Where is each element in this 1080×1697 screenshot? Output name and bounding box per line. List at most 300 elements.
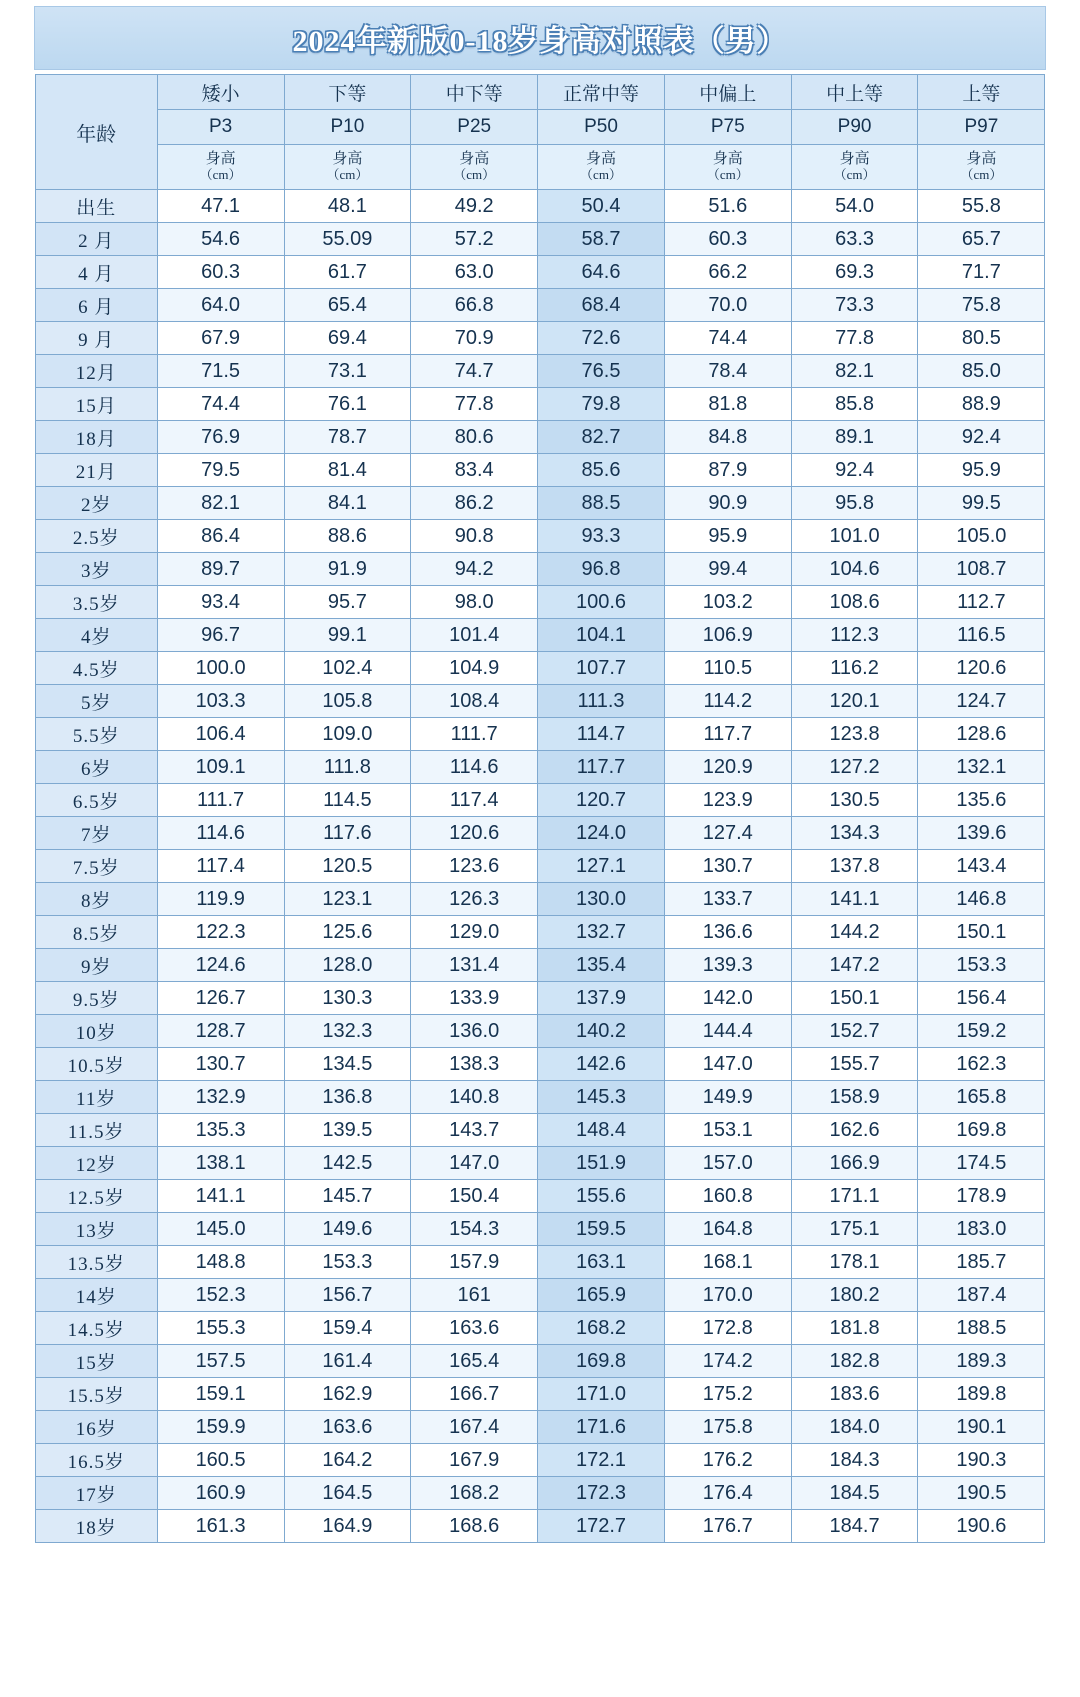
cell-P10: 164.5	[284, 1477, 411, 1510]
table-row	[35, 652, 1045, 685]
cell-P75: 51.6	[664, 190, 791, 223]
cell-P90: 63.3	[791, 223, 918, 256]
cell-P25: 163.6	[411, 1312, 538, 1345]
cell-P75: 120.9	[664, 751, 791, 784]
row-age-label: 8岁	[35, 883, 157, 916]
table-row	[35, 916, 1045, 949]
cell-P90: 175.1	[791, 1213, 918, 1246]
cell-P25: 167.9	[411, 1444, 538, 1477]
cell-P50: 171.0	[538, 1378, 665, 1411]
cell-P50: 64.6	[538, 256, 665, 289]
cell-P50: 140.2	[538, 1015, 665, 1048]
cell-P50: 155.6	[538, 1180, 665, 1213]
cell-P50: 137.9	[538, 982, 665, 1015]
cell-P3: 160.5	[157, 1444, 284, 1477]
cell-P97: 92.4	[918, 421, 1045, 454]
cell-P50: 85.6	[538, 454, 665, 487]
cell-P10: 132.3	[284, 1015, 411, 1048]
row-age-label: 4 月	[35, 256, 157, 289]
table-row	[35, 289, 1045, 322]
cell-P90: 162.6	[791, 1114, 918, 1147]
cell-P25: 70.9	[411, 322, 538, 355]
cell-P50: 172.1	[538, 1444, 665, 1477]
cell-P3: 148.8	[157, 1246, 284, 1279]
cell-P3: 111.7	[157, 784, 284, 817]
cell-P90: 183.6	[791, 1378, 918, 1411]
cell-P3: 64.0	[157, 289, 284, 322]
cell-P50: 58.7	[538, 223, 665, 256]
cell-P25: 98.0	[411, 586, 538, 619]
cell-P50: 165.9	[538, 1279, 665, 1312]
table-row	[35, 256, 1045, 289]
header-unit-0	[157, 145, 284, 190]
cell-P25: 157.9	[411, 1246, 538, 1279]
cell-P90: 155.7	[791, 1048, 918, 1081]
cell-P50: 96.8	[538, 553, 665, 586]
row-age-label: 10.5岁	[35, 1048, 157, 1081]
cell-P90: 150.1	[791, 982, 918, 1015]
table-row	[35, 553, 1045, 586]
cell-P50: 107.7	[538, 652, 665, 685]
cell-P97: 188.5	[918, 1312, 1045, 1345]
cell-P50: 135.4	[538, 949, 665, 982]
cell-P10: 162.9	[284, 1378, 411, 1411]
cell-P50: 82.7	[538, 421, 665, 454]
cell-P3: 93.4	[157, 586, 284, 619]
cell-P50: 151.9	[538, 1147, 665, 1180]
cell-P75: 176.4	[664, 1477, 791, 1510]
row-age-label: 9岁	[35, 949, 157, 982]
header-unit-4	[664, 145, 791, 190]
cell-P97: 71.7	[918, 256, 1045, 289]
header-unit-text-4: （cm）	[706, 167, 749, 183]
cell-P25: 57.2	[411, 223, 538, 256]
cell-P25: 166.7	[411, 1378, 538, 1411]
cell-P25: 123.6	[411, 850, 538, 883]
cell-P10: 139.5	[284, 1114, 411, 1147]
cell-P10: 78.7	[284, 421, 411, 454]
table-row	[35, 520, 1045, 553]
cell-P10: 109.0	[284, 718, 411, 751]
table-row	[35, 850, 1045, 883]
table-row	[35, 817, 1045, 850]
cell-P90: 137.8	[791, 850, 918, 883]
cell-P75: 136.6	[664, 916, 791, 949]
cell-P75: 144.4	[664, 1015, 791, 1048]
cell-P90: 127.2	[791, 751, 918, 784]
cell-P25: 161	[411, 1279, 538, 1312]
cell-P50: 68.4	[538, 289, 665, 322]
cell-P97: 162.3	[918, 1048, 1045, 1081]
cell-P10: 136.8	[284, 1081, 411, 1114]
cell-P25: 136.0	[411, 1015, 538, 1048]
cell-P75: 153.1	[664, 1114, 791, 1147]
table-row	[35, 1477, 1045, 1510]
row-age-label: 3岁	[35, 553, 157, 586]
row-age-label: 21月	[35, 454, 157, 487]
cell-P90: 69.3	[791, 256, 918, 289]
header-group-0: 矮小	[157, 75, 284, 110]
table-row	[35, 1510, 1045, 1543]
cell-P75: 78.4	[664, 355, 791, 388]
header-metric-2: 身高	[459, 150, 490, 167]
cell-P3: 124.6	[157, 949, 284, 982]
cell-P50: 72.6	[538, 322, 665, 355]
cell-P50: 100.6	[538, 586, 665, 619]
table-row	[35, 1213, 1045, 1246]
cell-P3: 122.3	[157, 916, 284, 949]
cell-P97: 189.3	[918, 1345, 1045, 1378]
table-row	[35, 355, 1045, 388]
cell-P3: 159.9	[157, 1411, 284, 1444]
cell-P90: 112.3	[791, 619, 918, 652]
header-metric-3: 身高	[585, 150, 616, 167]
cell-P97: 132.1	[918, 751, 1045, 784]
cell-P75: 74.4	[664, 322, 791, 355]
cell-P10: 164.2	[284, 1444, 411, 1477]
cell-P3: 132.9	[157, 1081, 284, 1114]
cell-P25: 150.4	[411, 1180, 538, 1213]
cell-P75: 175.8	[664, 1411, 791, 1444]
row-age-label: 11.5岁	[35, 1114, 157, 1147]
cell-P25: 111.7	[411, 718, 538, 751]
table-row	[35, 1345, 1045, 1378]
table-row	[35, 421, 1045, 454]
cell-P50: 50.4	[538, 190, 665, 223]
cell-P90: 184.3	[791, 1444, 918, 1477]
cell-P10: 125.6	[284, 916, 411, 949]
cell-P97: 189.8	[918, 1378, 1045, 1411]
table-row	[35, 718, 1045, 751]
cell-P97: 183.0	[918, 1213, 1045, 1246]
cell-P3: 157.5	[157, 1345, 284, 1378]
cell-P90: 158.9	[791, 1081, 918, 1114]
cell-P3: 155.3	[157, 1312, 284, 1345]
cell-P97: 85.0	[918, 355, 1045, 388]
cell-P90: 184.7	[791, 1510, 918, 1543]
cell-P3: 126.7	[157, 982, 284, 1015]
cell-P90: 116.2	[791, 652, 918, 685]
cell-P75: 147.0	[664, 1048, 791, 1081]
cell-P90: 152.7	[791, 1015, 918, 1048]
header-unit-text-0: （cm）	[199, 167, 242, 183]
table-row	[35, 751, 1045, 784]
header-unit-text-5: （cm）	[833, 167, 876, 183]
cell-P90: 180.2	[791, 1279, 918, 1312]
row-age-label: 12岁	[35, 1147, 157, 1180]
table-row	[35, 223, 1045, 256]
cell-P75: 175.2	[664, 1378, 791, 1411]
cell-P3: 114.6	[157, 817, 284, 850]
header-unit-6	[918, 145, 1045, 190]
header-metric-0: 身高	[205, 150, 236, 167]
cell-P75: 99.4	[664, 553, 791, 586]
cell-P90: 182.8	[791, 1345, 918, 1378]
cell-P3: 106.4	[157, 718, 284, 751]
table-row	[35, 1378, 1045, 1411]
cell-P90: 54.0	[791, 190, 918, 223]
cell-P10: 105.8	[284, 685, 411, 718]
cell-P50: 76.5	[538, 355, 665, 388]
row-age-label: 16岁	[35, 1411, 157, 1444]
cell-P75: 110.5	[664, 652, 791, 685]
cell-P10: 163.6	[284, 1411, 411, 1444]
cell-P25: 108.4	[411, 685, 538, 718]
cell-P25: 49.2	[411, 190, 538, 223]
cell-P25: 74.7	[411, 355, 538, 388]
cell-P90: 95.8	[791, 487, 918, 520]
cell-P10: 153.3	[284, 1246, 411, 1279]
row-age-label: 2 月	[35, 223, 157, 256]
table-row	[35, 1180, 1045, 1213]
cell-P25: 133.9	[411, 982, 538, 1015]
cell-P25: 126.3	[411, 883, 538, 916]
cell-P25: 165.4	[411, 1345, 538, 1378]
cell-P25: 140.8	[411, 1081, 538, 1114]
cell-P10: 164.9	[284, 1510, 411, 1543]
cell-P97: 156.4	[918, 982, 1045, 1015]
header-unit-text-3: （cm）	[580, 167, 622, 183]
chart-title-bar	[34, 6, 1046, 70]
cell-P97: 190.1	[918, 1411, 1045, 1444]
row-age-label: 9.5岁	[35, 982, 157, 1015]
header-unit-text-6: （cm）	[960, 167, 1003, 183]
cell-P3: 130.7	[157, 1048, 284, 1081]
cell-P25: 63.0	[411, 256, 538, 289]
cell-P3: 60.3	[157, 256, 284, 289]
row-age-label: 出生	[35, 190, 157, 223]
cell-P75: 60.3	[664, 223, 791, 256]
row-age-label: 7岁	[35, 817, 157, 850]
table-row	[35, 190, 1045, 223]
cell-P90: 85.8	[791, 388, 918, 421]
table-row	[35, 388, 1045, 421]
cell-P90: 141.1	[791, 883, 918, 916]
cell-P10: 88.6	[284, 520, 411, 553]
cell-P50: 172.3	[538, 1477, 665, 1510]
cell-P90: 184.0	[791, 1411, 918, 1444]
cell-P3: 86.4	[157, 520, 284, 553]
table-row	[35, 322, 1045, 355]
cell-P75: 103.2	[664, 586, 791, 619]
header-group-3: 正常中等	[538, 75, 665, 110]
row-age-label: 6 月	[35, 289, 157, 322]
cell-P50: 148.4	[538, 1114, 665, 1147]
cell-P97: 124.7	[918, 685, 1045, 718]
cell-P25: 90.8	[411, 520, 538, 553]
cell-P97: 169.8	[918, 1114, 1045, 1147]
cell-P25: 147.0	[411, 1147, 538, 1180]
cell-P3: 138.1	[157, 1147, 284, 1180]
table-row	[35, 982, 1045, 1015]
cell-P90: 89.1	[791, 421, 918, 454]
cell-P10: 84.1	[284, 487, 411, 520]
cell-P75: 170.0	[664, 1279, 791, 1312]
table-row	[35, 1015, 1045, 1048]
cell-P90: 134.3	[791, 817, 918, 850]
header-unit-2	[411, 145, 538, 190]
cell-P90: 144.2	[791, 916, 918, 949]
cell-P3: 145.0	[157, 1213, 284, 1246]
cell-P3: 119.9	[157, 883, 284, 916]
cell-P10: 65.4	[284, 289, 411, 322]
page-title: 2024年新版0-18岁身高对照表（男）	[292, 25, 788, 58]
cell-P97: 55.8	[918, 190, 1045, 223]
row-age-label: 11岁	[35, 1081, 157, 1114]
cell-P97: 80.5	[918, 322, 1045, 355]
table-row	[35, 1279, 1045, 1312]
cell-P75: 142.0	[664, 982, 791, 1015]
cell-P50: 117.7	[538, 751, 665, 784]
cell-P50: 142.6	[538, 1048, 665, 1081]
header-row-groups	[35, 75, 1045, 110]
table-row	[35, 1147, 1045, 1180]
cell-P25: 143.7	[411, 1114, 538, 1147]
row-age-label: 9 月	[35, 322, 157, 355]
cell-P97: 139.6	[918, 817, 1045, 850]
cell-P10: 159.4	[284, 1312, 411, 1345]
cell-P97: 112.7	[918, 586, 1045, 619]
cell-P90: 104.6	[791, 553, 918, 586]
cell-P25: 104.9	[411, 652, 538, 685]
cell-P75: 157.0	[664, 1147, 791, 1180]
header-percentile-0: P3	[157, 110, 284, 145]
cell-P75: 66.2	[664, 256, 791, 289]
row-age-label: 6.5岁	[35, 784, 157, 817]
cell-P97: 143.4	[918, 850, 1045, 883]
cell-P97: 108.7	[918, 553, 1045, 586]
height-reference-table	[35, 74, 1046, 1543]
header-unit-3	[538, 145, 665, 190]
cell-P10: 76.1	[284, 388, 411, 421]
cell-P97: 190.3	[918, 1444, 1045, 1477]
header-row-units	[35, 145, 1045, 190]
cell-P25: 86.2	[411, 487, 538, 520]
cell-P3: 67.9	[157, 322, 284, 355]
cell-P97: 128.6	[918, 718, 1045, 751]
cell-P10: 61.7	[284, 256, 411, 289]
cell-P50: 124.0	[538, 817, 665, 850]
cell-P50: 111.3	[538, 685, 665, 718]
cell-P97: 120.6	[918, 652, 1045, 685]
cell-P3: 103.3	[157, 685, 284, 718]
cell-P3: 135.3	[157, 1114, 284, 1147]
cell-P3: 82.1	[157, 487, 284, 520]
cell-P75: 95.9	[664, 520, 791, 553]
cell-P10: 120.5	[284, 850, 411, 883]
cell-P25: 129.0	[411, 916, 538, 949]
header-age-label: 年龄	[35, 75, 157, 190]
table-row	[35, 487, 1045, 520]
cell-P75: 90.9	[664, 487, 791, 520]
cell-P25: 131.4	[411, 949, 538, 982]
header-percentile-3: P50	[538, 110, 665, 145]
cell-P97: 105.0	[918, 520, 1045, 553]
cell-P25: 101.4	[411, 619, 538, 652]
header-percentile-5: P90	[791, 110, 918, 145]
cell-P97: 116.5	[918, 619, 1045, 652]
header-group-6: 上等	[918, 75, 1045, 110]
row-age-label: 4.5岁	[35, 652, 157, 685]
row-age-label: 7.5岁	[35, 850, 157, 883]
cell-P97: 185.7	[918, 1246, 1045, 1279]
cell-P10: 69.4	[284, 322, 411, 355]
cell-P97: 174.5	[918, 1147, 1045, 1180]
cell-P3: 76.9	[157, 421, 284, 454]
row-age-label: 8.5岁	[35, 916, 157, 949]
header-row-percentiles	[35, 110, 1045, 145]
row-age-label: 14岁	[35, 1279, 157, 1312]
cell-P10: 55.09	[284, 223, 411, 256]
cell-P97: 146.8	[918, 883, 1045, 916]
cell-P3: 71.5	[157, 355, 284, 388]
header-group-5: 中上等	[791, 75, 918, 110]
cell-P75: 87.9	[664, 454, 791, 487]
cell-P90: 82.1	[791, 355, 918, 388]
cell-P50: 132.7	[538, 916, 665, 949]
cell-P97: 95.9	[918, 454, 1045, 487]
cell-P10: 128.0	[284, 949, 411, 982]
cell-P25: 94.2	[411, 553, 538, 586]
table-row	[35, 949, 1045, 982]
cell-P50: 130.0	[538, 883, 665, 916]
row-age-label: 3.5岁	[35, 586, 157, 619]
cell-P90: 92.4	[791, 454, 918, 487]
cell-P25: 167.4	[411, 1411, 538, 1444]
cell-P25: 77.8	[411, 388, 538, 421]
cell-P50: 127.1	[538, 850, 665, 883]
row-age-label: 12月	[35, 355, 157, 388]
row-age-label: 5.5岁	[35, 718, 157, 751]
cell-P10: 130.3	[284, 982, 411, 1015]
cell-P75: 149.9	[664, 1081, 791, 1114]
header-group-1: 下等	[284, 75, 411, 110]
cell-P10: 149.6	[284, 1213, 411, 1246]
cell-P10: 81.4	[284, 454, 411, 487]
cell-P3: 47.1	[157, 190, 284, 223]
cell-P97: 178.9	[918, 1180, 1045, 1213]
cell-P3: 96.7	[157, 619, 284, 652]
cell-P3: 100.0	[157, 652, 284, 685]
header-unit-5	[791, 145, 918, 190]
cell-P50: 93.3	[538, 520, 665, 553]
table-row	[35, 1312, 1045, 1345]
cell-P75: 160.8	[664, 1180, 791, 1213]
table-row	[35, 1048, 1045, 1081]
cell-P97: 135.6	[918, 784, 1045, 817]
header-unit-text-1: （cm）	[326, 167, 369, 183]
row-age-label: 16.5岁	[35, 1444, 157, 1477]
row-age-label: 15月	[35, 388, 157, 421]
cell-P75: 106.9	[664, 619, 791, 652]
cell-P25: 120.6	[411, 817, 538, 850]
cell-P3: 89.7	[157, 553, 284, 586]
row-age-label: 5岁	[35, 685, 157, 718]
cell-P75: 123.9	[664, 784, 791, 817]
cell-P10: 117.6	[284, 817, 411, 850]
cell-P10: 134.5	[284, 1048, 411, 1081]
cell-P97: 75.8	[918, 289, 1045, 322]
cell-P90: 120.1	[791, 685, 918, 718]
cell-P3: 159.1	[157, 1378, 284, 1411]
cell-P97: 99.5	[918, 487, 1045, 520]
cell-P97: 65.7	[918, 223, 1045, 256]
cell-P97: 153.3	[918, 949, 1045, 982]
cell-P50: 120.7	[538, 784, 665, 817]
cell-P75: 81.8	[664, 388, 791, 421]
cell-P75: 127.4	[664, 817, 791, 850]
cell-P97: 190.5	[918, 1477, 1045, 1510]
